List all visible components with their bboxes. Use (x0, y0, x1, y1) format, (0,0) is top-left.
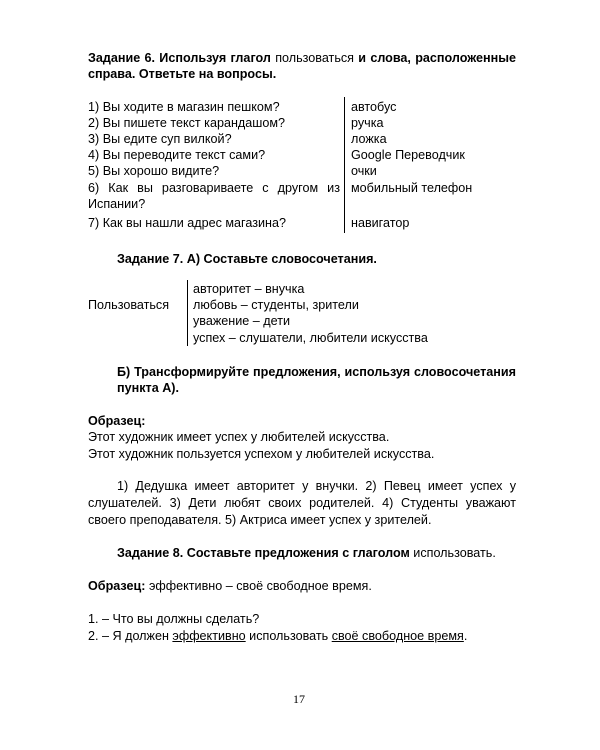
task8-sample-text: эффективно – своё свободное время. (148, 579, 372, 593)
task7-pair: авторитет – внучка (193, 282, 305, 296)
task6-heading-verb: пользоваться (275, 51, 355, 65)
task6-question: 7) Как вы нашли адрес магазина? (88, 216, 287, 230)
task6-question: 1) Вы ходите в магазин пешком? (88, 100, 280, 114)
task8-underlined-object: своё свободное время (331, 629, 464, 643)
task6-word: навигатор (351, 216, 410, 230)
task7-bracket-line (187, 280, 188, 346)
task7-sample-line: Этот художник имеет успех у любителей искусства. (88, 430, 390, 444)
task6-word: очки (351, 164, 377, 178)
task8-sample (88, 578, 372, 594)
task6-question: 4) Вы переводите текст сами? (88, 148, 266, 162)
task7-sample-line: Этот художник пользуется успехом у любителей искусства. (88, 447, 435, 461)
task7-verb: Пользоваться (88, 298, 170, 312)
task6-heading-bold-2: и слова, расположенные справа. Ответьте на вопросы. (88, 51, 516, 81)
task7-pair: уважение – дети (193, 314, 291, 328)
task7b-heading: Б) Трансформируйте предложения, используя словосочетания пункта А). (117, 365, 516, 395)
task8-line-2-part-c: . (463, 629, 468, 643)
task8-line-2-part-b: использовать (245, 629, 332, 643)
task8-line-1: 1. – Что вы должны сделать? (88, 612, 260, 626)
task6-question: 6) Как вы разговариваете с другом из Испании? (88, 181, 340, 211)
task6-heading-bold-1: Задание 6. Используя глагол (88, 51, 271, 65)
task6-question: 5) Вы хорошо видите? (88, 164, 220, 178)
task7-heading: Задание 7. А) Составьте словосочетания. (117, 252, 377, 266)
task6-question: 3) Вы едите суп вилкой? (88, 132, 232, 146)
task8-line-2 (88, 628, 467, 644)
task8-heading-verb: использовать. (413, 546, 496, 560)
task8-heading (117, 545, 496, 561)
task7-pair: любовь – студенты, зрители (193, 298, 359, 312)
task6-question: 2) Вы пишете текст карандашом? (88, 116, 286, 130)
task6-word: ложка (351, 132, 387, 146)
page-number: 17 (293, 692, 305, 706)
task6-word: мобильный телефон (351, 181, 473, 195)
task6-word: ручка (351, 116, 384, 130)
task7-exercise: 1) Дедушка имеет авторитет у внучки. 2) Певец имеет успех у слушателей. 3) Дети любят своих родителей. 4) Студенты уважают своего преподавателя. 5) Актриса имеет успех у зрителей. (88, 479, 516, 527)
task8-heading-bold: Задание 8. Составьте предложения с глаголом (117, 546, 410, 560)
task6-heading (88, 50, 516, 82)
task6-word: автобус (351, 100, 397, 114)
task8-line-2-part-a: 2. – Я должен (88, 629, 173, 643)
task8-sample-label: Образец: (88, 579, 146, 593)
task6-column-divider (344, 97, 345, 233)
task6-word: Google Переводчик (351, 148, 465, 162)
task7-sample-label: Образец: (88, 414, 146, 428)
task7-pair: успех – слушатели, любители искусства (193, 331, 428, 345)
task8-underlined-adverb: эффективно (172, 629, 246, 643)
